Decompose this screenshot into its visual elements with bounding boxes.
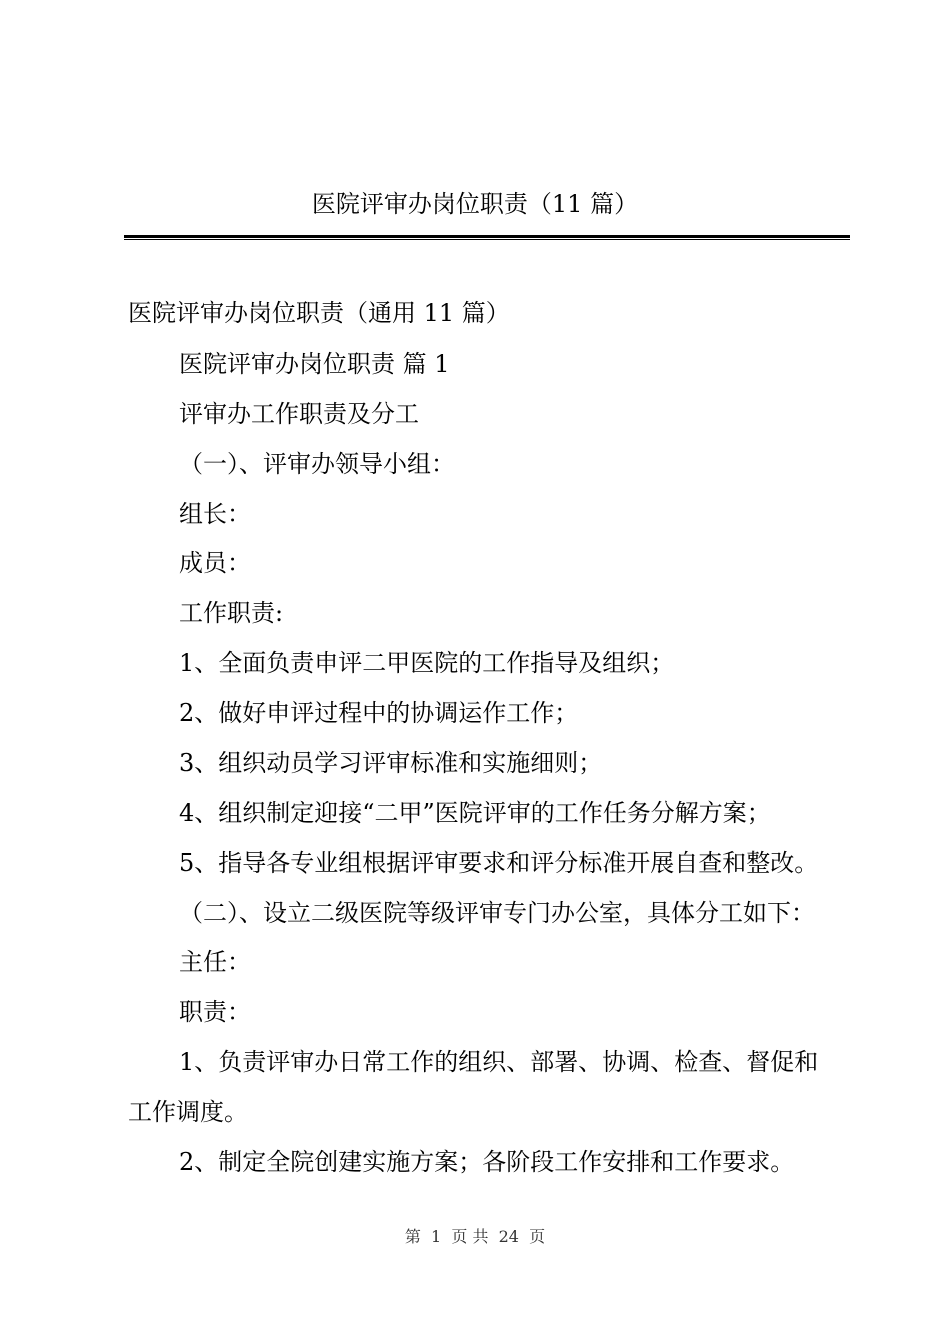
document-title: 医院评审办岗位职责（通用 11 篇） [128,299,510,327]
page-footer: 第 1 页 共 24 页 [404,1227,546,1246]
header-rule-thick [124,235,850,238]
list-item: 3、组织动员学习评审标准和实施细则； [179,749,603,777]
paragraph: （一）、评审办领导小组： [179,450,455,478]
header-rule-thin [124,239,850,240]
list-item: 1、负责评审办日常工作的组织、部署、协调、检查、督促和 [179,1048,819,1076]
paragraph: 工作职责: [179,599,284,627]
list-item: 2、做好申评过程中的协调运作工作； [179,699,579,727]
paragraph: 成员： [179,549,251,577]
paragraph: 主任： [179,948,251,976]
list-item: 1、全面负责申评二甲医院的工作指导及组织； [179,649,675,677]
paragraph: （二）、设立二级医院等级评审专门办公室，具体分工如下： [179,899,815,927]
list-item: 4、组织制定迎接“二甲”医院评审的工作任务分解方案； [179,799,771,827]
section-heading: 医院评审办岗位职责 篇 1 [179,350,450,378]
list-item: 5、指导各专业组根据评审要求和评分标准开展自查和整改。 [179,849,819,877]
page-header: 医院评审办岗位职责（11 篇） [311,190,639,218]
paragraph: 职责： [179,998,251,1026]
paragraph: 组长： [179,500,251,528]
header-rule [124,235,850,241]
list-item-continuation: 工作调度。 [128,1098,248,1126]
list-item: 2、制定全院创建实施方案；各阶段工作安排和工作要求。 [179,1148,795,1176]
subheading: 评审办工作职责及分工 [179,400,419,428]
